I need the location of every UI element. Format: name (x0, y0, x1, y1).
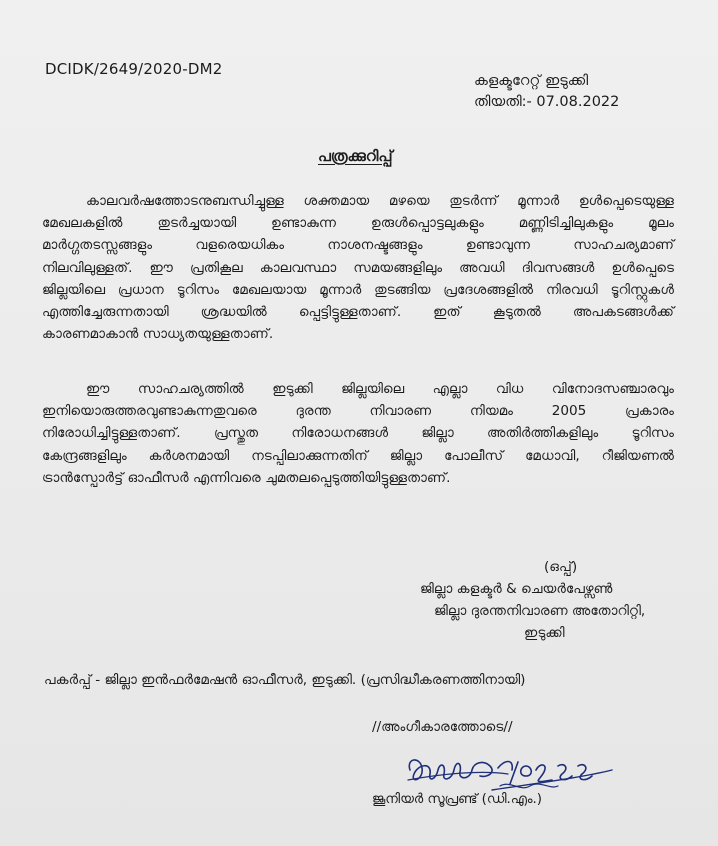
paragraph-line: എത്തിച്ചേരുന്നതായി ശ്രദ്ധയിൽ പ്പെട്ടിട്ടുള്ളതാണ്. ഇത് കൂടുതൽ അപകടങ്ങൾക്ക് (42, 304, 674, 321)
copy-to-line: പകർപ്പ് - ജില്ലാ ഇൻഫർമേഷൻ ഓഫീസർ, ഇടുക്കി. (പ്രസിദ്ധീകരണത്തിനായി) (44, 672, 526, 688)
reference-number: DCIDK/2649/2020-DM2 (45, 60, 223, 78)
paragraph-2 (42, 378, 674, 489)
signature-place: ഇടുക്കി (524, 625, 565, 641)
signature-block (420, 556, 645, 644)
paragraph-line: കേന്ദ്രങ്ങളിലും കർശനമായി നടപ്പിലാക്കുന്നതിന് ജില്ലാ പോലീസ് മേധാവി, റീജിയണൽ (42, 447, 674, 464)
office-name: കളക്ടറേറ്റ് ഇടുക്കി (474, 73, 589, 89)
approval-note: //അംഗീകാരത്തോടെ// (372, 719, 513, 735)
paragraph-line: നിലവിലുള്ളത്. ഈ പ്രതികൂല കാലവസ്ഥാ സമയങ്ങളിലും അവധി ദിവസങ്ങൾ ഉൾപ്പെടെ (42, 259, 674, 276)
paragraph-line: ഇനിയൊരുത്തരവുണ്ടാകുന്നതുവരെ ദുരന്ത നിവാരണ നിയമം 2005 പ്രകാരം (42, 403, 674, 420)
signed-mark: (ഒപ്പ്) (544, 559, 578, 575)
paragraph-line: നിരോധിച്ചിട്ടുള്ളതാണ്. പ്രസ്തുത നിരോധനങ്ങൾ ജില്ലാ അതിർത്തികളിലും ടൂറിസം (42, 425, 674, 442)
paragraph-1 (42, 190, 674, 345)
paragraph-line: ജില്ലയിലെ പ്രധാന ടൂറിസം മേഖലയായ മൂന്നാർ തുടങ്ങിയ പ്രദേശങ്ങളിൽ നിരവധി ടൂറിസ്റ്റുകൾ (42, 281, 674, 298)
approving-officer: ജൂനിയർ സൂപ്രണ്ട് (ഡി.എം.) (372, 792, 542, 807)
designation-authority: ജില്ലാ ദുരന്തനിവാരണ അതോറിറ്റി, (434, 603, 646, 619)
paragraph-line: കാലവർഷത്തോടനുബന്ധിച്ചുള്ള ശക്തമായ മഴയെ തുടർന്ന് മൂന്നാർ ഉൾപ്പെടെയുള്ള (86, 193, 674, 209)
paragraph-line: കാരണമാകാൻ സാധ്യതയുള്ളതാണ്. (42, 326, 274, 343)
paragraph-line: മേഖലകളിൽ തുടർച്ചയായി ഉണ്ടാകുന്ന ഉരുൾപ്പൊട്ടലുകളും മണ്ണിടിച്ചിലുകളും മൂലം (42, 215, 674, 232)
paragraph-line: മാർഗ്ഗതടസ്സങ്ങളും വളരെയധികം നാശനഷ്ടങ്ങളും ഉണ്ടാവുന്ന സാഹചര്യമാണ് (42, 237, 674, 254)
designation-collector: ജില്ലാ കളക്ടർ & ചെയർപേഴ്സൺ (420, 581, 613, 597)
document-date: തിയതി:- 07.08.2022 (474, 94, 620, 110)
paragraph-line: ഈ സാഹചര്യത്തിൽ ഇടുക്കി ജില്ലയിലെ എല്ലാ വിധ വിനോദസഞ്ചാരവും (86, 381, 674, 397)
paragraph-line: ട്രാൻസ്പോർട്ട് ഓഫീസർ എന്നിവരെ ചുമതലപ്പെടുത്തിയിട്ടുള്ളതാണ്. (42, 469, 451, 486)
document-title: പത്രക്കുറിപ്പ് (318, 147, 393, 165)
